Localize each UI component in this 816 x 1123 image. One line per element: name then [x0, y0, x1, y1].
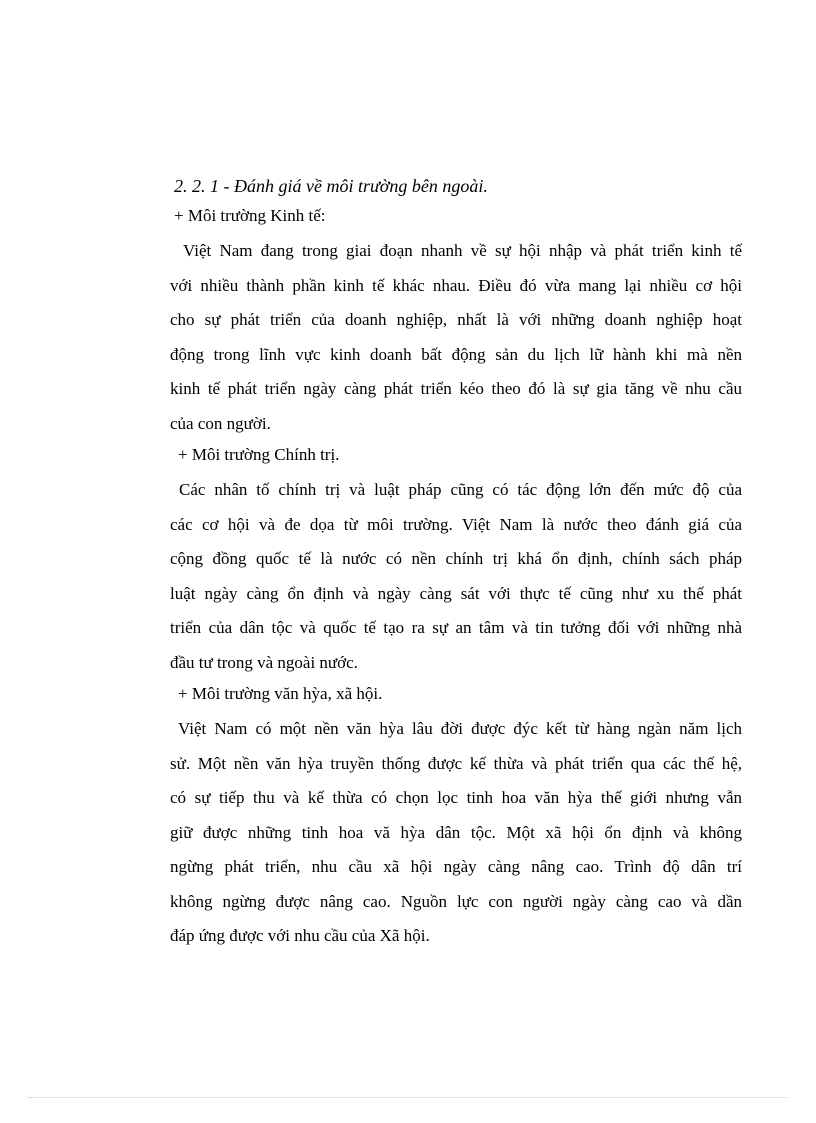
paragraph-line: đáp ứng được với nhu cầu của Xã hội.: [170, 926, 430, 945]
paragraph-line: không ngừng được nâng cao. Nguồn lực con người ngày càng cao và dần: [170, 891, 742, 911]
paragraph-line: luật ngày càng ổn định và ngày càng sát với thực tế cũng như xu thế phát: [170, 583, 742, 603]
paragraph-line: giữ được những tinh hoa vă hỳa dân tộc. Một xã hội ổn định và không: [170, 822, 742, 842]
paragraph-line: kinh tế phát triển ngày càng phát triển kéo theo đó là sự gia tăng về nhu cầu: [170, 379, 742, 398]
economic-environment-title: + Môi trường Kinh tế:: [174, 206, 326, 225]
paragraph-line: động trong lĩnh vực kinh doanh bất động sản du lịch lữ hành khi mà nền: [170, 344, 742, 364]
page-bottom-divider: [28, 1097, 788, 1098]
paragraph-line: với nhiều thành phần kinh tế khác nhau. Điều đó vừa mang lại nhiều cơ hội: [170, 275, 742, 295]
economic-environment-paragraph: [170, 234, 742, 441]
political-environment-paragraph: [170, 473, 742, 680]
cultural-social-environment-title: + Môi trường văn hỳa, xã hội.: [178, 684, 383, 703]
paragraph-line: Các nhân tố chính trị và luật pháp cũng có tác động lớn đến mức độ của: [179, 480, 742, 499]
section-heading: 2. 2. 1 - Đánh giá về môi trường bên ngoài.: [174, 176, 488, 196]
paragraph-line: đầu tư trong và ngoài nước.: [170, 652, 358, 672]
political-environment-title: + Môi trường Chính trị.: [178, 445, 340, 464]
paragraph-line: các cơ hội và đe dọa từ môi trường. Việt Nam là nước theo đánh giá của: [170, 514, 742, 534]
paragraph-line: cho sự phát triển của doanh nghiệp, nhất là với những doanh nghiệp hoạt: [170, 310, 742, 329]
paragraph-line: của con người.: [170, 413, 271, 433]
paragraph-line: cộng đồng quốc tế là nước có nền chính trị khá ổn định, chính sách pháp: [170, 549, 742, 568]
paragraph-line: triển của dân tộc và quốc tế tạo ra sự an tâm và tin tưởng đối với những nhà: [170, 618, 742, 637]
document-body: [170, 173, 742, 954]
paragraph-line: sử. Một nền văn hỳa truyền thống được kế thừa và phát triển qua các thế hệ,: [170, 753, 742, 773]
paragraph-line: Việt Nam có một nền văn hỳa lâu đời được đýc kết từ hàng ngàn năm lịch: [178, 719, 742, 738]
paragraph-line: Việt Nam đang trong giai đoạn nhanh về sự hội nhập và phát triển kinh tế: [183, 241, 742, 260]
paragraph-line: có sự tiếp thu và kế thừa có chọn lọc tinh hoa văn hỳa thế giới nhưng vẫn: [170, 788, 742, 807]
cultural-social-environment-paragraph: [170, 712, 742, 954]
paragraph-line: ngừng phát triển, nhu cầu xã hội ngày càng nâng cao. Trình độ dân trí: [170, 857, 742, 876]
